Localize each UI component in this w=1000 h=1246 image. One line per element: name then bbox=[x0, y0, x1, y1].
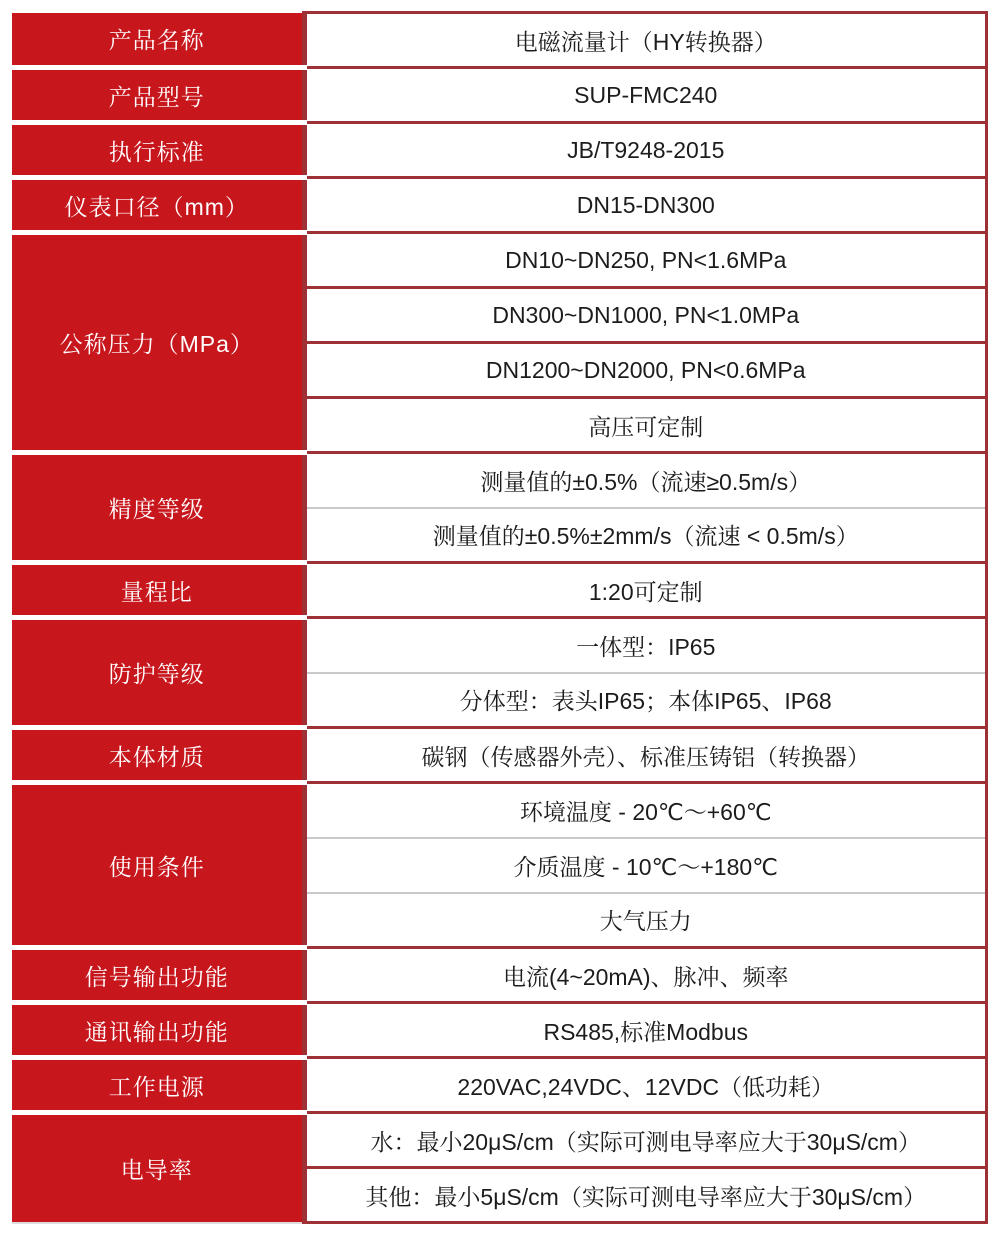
spec-label-cell: 本体材质 bbox=[12, 728, 304, 783]
spec-value-cell: DN300~DN1000, PN<1.0MPa bbox=[304, 288, 987, 343]
spec-label-cell: 使用条件 bbox=[12, 783, 304, 948]
spec-row bbox=[12, 233, 987, 288]
spec-value-cell: 碳钢（传感器外壳）、标准压铸铝（转换器） bbox=[304, 728, 987, 783]
spec-label-cell: 防护等级 bbox=[12, 618, 304, 728]
spec-label-cell: 信号输出功能 bbox=[12, 948, 304, 1003]
spec-value-cell: RS485,标准Modbus bbox=[304, 1003, 987, 1058]
spec-label-cell: 量程比 bbox=[12, 563, 304, 618]
spec-value-cell: 测量值的±0.5%±2mm/s（流速 < 0.5m/s） bbox=[304, 508, 987, 563]
spec-value-cell: DN1200~DN2000, PN<0.6MPa bbox=[304, 343, 987, 398]
spec-row bbox=[12, 1058, 987, 1113]
spec-row bbox=[12, 1003, 987, 1058]
spec-label-cell: 公称压力（MPa） bbox=[12, 233, 304, 453]
spec-row bbox=[12, 13, 987, 68]
spec-value-cell: 一体型：IP65 bbox=[304, 618, 987, 673]
spec-value-cell: JB/T9248-2015 bbox=[304, 123, 987, 178]
spec-value-cell: 1:20可定制 bbox=[304, 563, 987, 618]
spec-row bbox=[12, 728, 987, 783]
spec-row bbox=[12, 1113, 987, 1168]
spec-row bbox=[12, 948, 987, 1003]
spec-value-cell: DN15-DN300 bbox=[304, 178, 987, 233]
spec-label-cell: 精度等级 bbox=[12, 453, 304, 563]
spec-table bbox=[12, 11, 988, 1224]
spec-value-cell: 水：最小20μS/cm（实际可测电导率应大于30μS/cm） bbox=[304, 1113, 987, 1168]
spec-value-cell: 其他：最小5μS/cm（实际可测电导率应大于30μS/cm） bbox=[304, 1168, 987, 1223]
spec-value-cell: 电流(4~20mA)、脉冲、频率 bbox=[304, 948, 987, 1003]
spec-value-cell: 测量值的±0.5%（流速≥0.5m/s） bbox=[304, 453, 987, 508]
spec-row bbox=[12, 123, 987, 178]
spec-label-cell: 仪表口径（mm） bbox=[12, 178, 304, 233]
spec-value-cell: SUP-FMC240 bbox=[304, 68, 987, 123]
spec-row bbox=[12, 783, 987, 838]
spec-row bbox=[12, 453, 987, 508]
spec-row bbox=[12, 178, 987, 233]
spec-row bbox=[12, 618, 987, 673]
spec-value-cell: 高压可定制 bbox=[304, 398, 987, 453]
spec-row bbox=[12, 563, 987, 618]
spec-value-cell: 220VAC,24VDC、12VDC（低功耗） bbox=[304, 1058, 987, 1113]
spec-value-cell: 介质温度 - 10℃～+180℃ bbox=[304, 838, 987, 893]
spec-label-cell: 工作电源 bbox=[12, 1058, 304, 1113]
spec-label-cell: 产品名称 bbox=[12, 13, 304, 68]
spec-value-cell: DN10~DN250, PN<1.6MPa bbox=[304, 233, 987, 288]
spec-label-cell: 通讯输出功能 bbox=[12, 1003, 304, 1058]
spec-label-cell: 电导率 bbox=[12, 1113, 304, 1223]
spec-value-cell: 大气压力 bbox=[304, 893, 987, 948]
spec-row bbox=[12, 68, 987, 123]
spec-value-cell: 环境温度 - 20℃～+60℃ bbox=[304, 783, 987, 838]
spec-value-cell: 分体型：表头IP65；本体IP65、IP68 bbox=[304, 673, 987, 728]
spec-value-cell: 电磁流量计（HY转换器） bbox=[304, 13, 987, 68]
spec-label-cell: 执行标准 bbox=[12, 123, 304, 178]
spec-label-cell: 产品型号 bbox=[12, 68, 304, 123]
